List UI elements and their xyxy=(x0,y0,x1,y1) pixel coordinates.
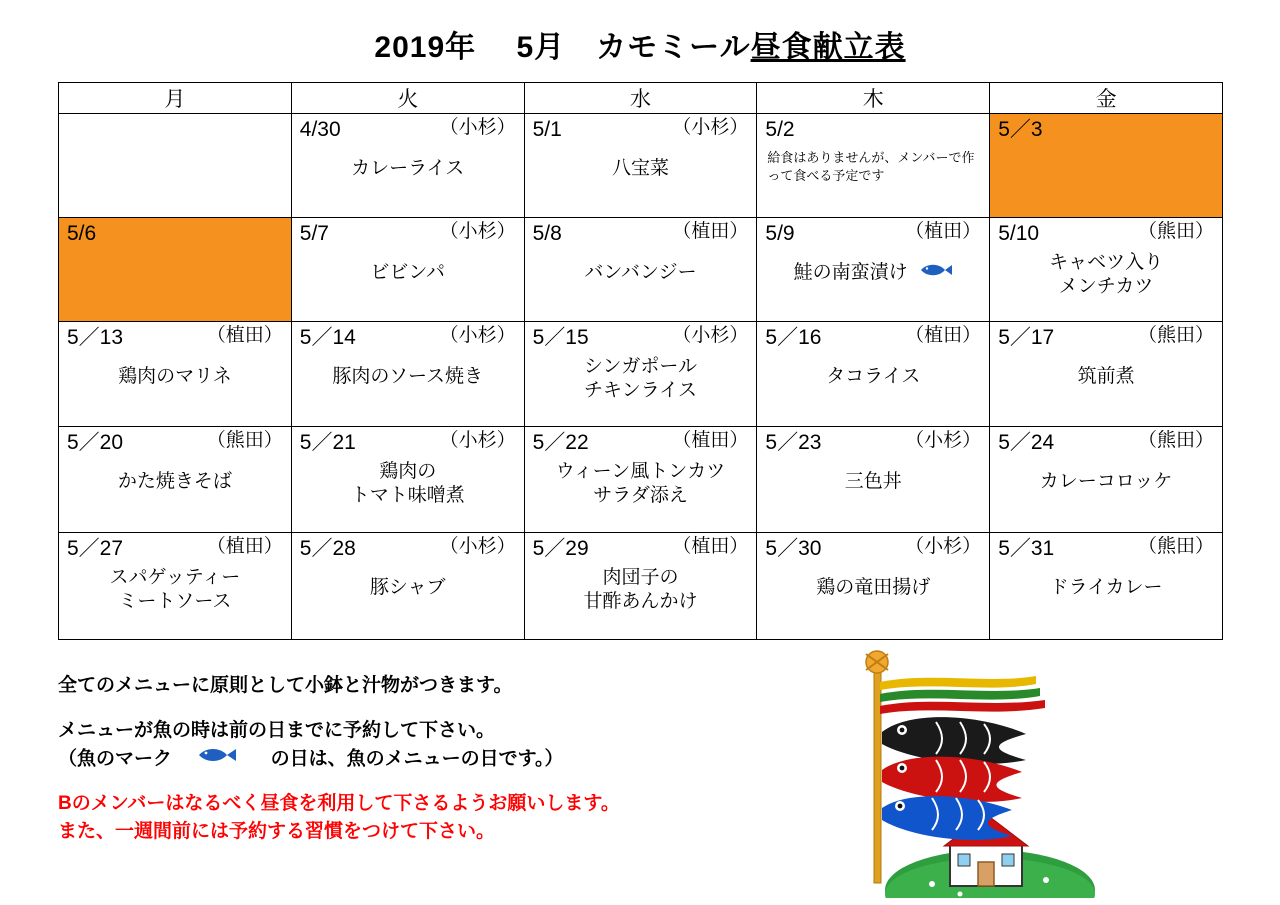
day-header xyxy=(757,322,989,349)
day-menu-line: キャベツ入り xyxy=(1049,252,1164,274)
note-line-side-dishes: 全てのメニューに原則として小鉢と汁物がつきます。 xyxy=(58,675,513,696)
column-header-wed: 水 xyxy=(524,83,757,114)
day-date: 5/9 xyxy=(765,222,795,245)
day-date: 5／17 xyxy=(998,326,1055,349)
day-cell xyxy=(524,427,757,533)
day-date: 5/2 xyxy=(765,118,795,141)
day-header xyxy=(59,218,291,245)
day-menu-line: スパゲッティー xyxy=(109,567,241,589)
day-header xyxy=(757,427,989,454)
table-row xyxy=(59,218,1223,322)
day-date: 5／14 xyxy=(299,326,356,349)
day-menu-line: シンガポール xyxy=(583,356,698,378)
day-date: 5／20 xyxy=(67,431,124,454)
day-header xyxy=(525,427,757,454)
day-cook: （植田） xyxy=(672,536,749,557)
note-line-b-members: Bのメンバーはなるべく昼食を利用して下さるようお願いします。 xyxy=(58,792,620,814)
day-cook: （小杉） xyxy=(439,325,516,346)
fish-icon xyxy=(197,745,237,774)
day-cell xyxy=(990,322,1223,427)
day-cell xyxy=(291,322,524,427)
day-cook: （小杉） xyxy=(672,117,749,138)
day-menu-line: 肉団子の xyxy=(602,567,679,589)
table-row xyxy=(59,427,1223,533)
day-date: 5/7 xyxy=(299,222,329,245)
day-menu-line: カレーライス xyxy=(351,158,465,180)
day-header xyxy=(990,533,1222,560)
day-cell xyxy=(757,114,990,218)
day-menu-line: 三色丼 xyxy=(844,471,902,493)
day-cell xyxy=(524,218,757,322)
day-header xyxy=(525,322,757,349)
column-header-fri: 金 xyxy=(990,83,1223,114)
day-menu-line: ビビンパ xyxy=(370,262,446,284)
day-cook: （熊田） xyxy=(1137,536,1214,557)
table-row xyxy=(59,533,1223,640)
day-header xyxy=(59,322,291,349)
day-note: 給食はありませんが、メンバーで作って食べる予定です xyxy=(767,150,975,183)
koinobori-illustration xyxy=(840,648,1100,898)
day-header xyxy=(990,322,1222,349)
day-cell xyxy=(757,218,990,322)
day-cell-empty xyxy=(59,114,292,218)
day-menu-line: 甘酢あんかけ xyxy=(583,590,698,612)
day-cell xyxy=(59,427,292,533)
day-cell xyxy=(291,427,524,533)
day-header xyxy=(525,533,757,560)
day-date: 5／23 xyxy=(765,431,822,454)
spacer xyxy=(58,774,818,790)
day-date: 5／16 xyxy=(765,326,822,349)
day-header xyxy=(990,218,1222,245)
day-menu-line: ドライカレー xyxy=(1049,577,1163,599)
day-cook: （小杉） xyxy=(905,536,982,557)
day-cook: （植田） xyxy=(672,221,749,242)
day-date: 5／31 xyxy=(998,537,1055,560)
note-line-reserve-week: また、一週間前には予約する習慣をつけて下さい。 xyxy=(58,821,496,843)
day-cook: （小杉） xyxy=(905,430,982,451)
day-cell-holiday xyxy=(59,218,292,322)
day-date: 5／21 xyxy=(299,431,356,454)
table-row xyxy=(59,114,1223,218)
day-date: 5/6 xyxy=(67,222,97,245)
day-cell xyxy=(524,114,757,218)
day-date: 5/10 xyxy=(998,222,1040,245)
day-cell xyxy=(990,533,1223,640)
day-menu-line: バンバンジー xyxy=(584,262,697,284)
day-cell xyxy=(291,218,524,322)
day-header xyxy=(525,114,757,141)
page-title-main: 2019年 5月 カモミール xyxy=(374,31,751,64)
day-menu-line: 鶏肉のマリネ xyxy=(118,366,232,388)
day-date: 5／30 xyxy=(765,537,822,560)
day-date: 5／24 xyxy=(998,431,1055,454)
day-menu-line: ウィーン風トンカツ xyxy=(555,461,726,483)
day-header xyxy=(525,218,757,245)
day-cell xyxy=(291,114,524,218)
day-header xyxy=(59,427,291,454)
column-header-mon: 月 xyxy=(59,83,292,114)
day-date: 5/1 xyxy=(532,118,562,141)
day-menu-line: 筑前煮 xyxy=(1077,366,1135,388)
day-cook: （植田） xyxy=(206,536,283,557)
day-date: 5/8 xyxy=(532,222,562,245)
day-date: 5／3 xyxy=(998,118,1043,141)
column-header-tue: 火 xyxy=(291,83,524,114)
day-date: 5／29 xyxy=(532,537,589,560)
day-menu-line: ミートソース xyxy=(118,590,232,612)
column-header-thu: 木 xyxy=(757,83,990,114)
day-menu-line: 八宝菜 xyxy=(611,158,669,180)
day-menu-line: サラダ添え xyxy=(593,484,688,506)
note-line-fish-mark xyxy=(58,745,818,774)
day-header xyxy=(292,427,524,454)
day-cook: （小杉） xyxy=(672,325,749,346)
day-header xyxy=(292,114,524,141)
day-cell xyxy=(757,322,990,427)
day-cell xyxy=(524,322,757,427)
day-cook: （植田） xyxy=(672,430,749,451)
day-cook: （植田） xyxy=(905,325,982,346)
day-menu-line: カレーコロッケ xyxy=(1039,471,1173,493)
day-cook: （植田） xyxy=(206,325,283,346)
day-header xyxy=(757,533,989,560)
day-menu-line: 鶏の竜田揚げ xyxy=(816,577,931,599)
day-cell xyxy=(990,427,1223,533)
day-date: 5／22 xyxy=(532,431,589,454)
day-header xyxy=(757,114,989,141)
day-cell xyxy=(757,427,990,533)
day-cook: （熊田） xyxy=(1137,221,1214,242)
day-menu-line: トマト味噌煮 xyxy=(350,484,465,506)
day-date: 5／28 xyxy=(299,537,356,560)
fish-icon xyxy=(919,261,953,285)
day-header xyxy=(990,114,1222,141)
day-date: 4/30 xyxy=(299,118,341,141)
day-date: 5／13 xyxy=(67,326,124,349)
day-header xyxy=(757,218,989,245)
day-menu-line xyxy=(757,261,989,285)
day-menu-text: 鮭の南蛮漬け xyxy=(793,262,908,284)
day-cell xyxy=(59,322,292,427)
day-header xyxy=(990,427,1222,454)
day-menu-line: チキンライス xyxy=(583,379,698,401)
day-menu-line: 豚シャブ xyxy=(369,577,446,599)
note-line-fish-reservation: メニューが魚の時は前の日までに予約して下さい。 xyxy=(58,719,496,741)
spacer xyxy=(58,701,818,717)
day-cook: （植田） xyxy=(905,221,982,242)
day-cook: （小杉） xyxy=(439,221,516,242)
day-cell xyxy=(524,533,757,640)
day-cook: （小杉） xyxy=(439,117,516,138)
day-header xyxy=(292,218,524,245)
day-cell xyxy=(990,218,1223,322)
day-cook: （熊田） xyxy=(1137,430,1214,451)
day-header xyxy=(292,533,524,560)
note-fish-mark-suffix: の日は、魚のメニューの日です。） xyxy=(270,748,564,770)
day-header xyxy=(292,322,524,349)
day-date: 5／27 xyxy=(67,537,124,560)
day-header xyxy=(59,533,291,560)
day-cook: （熊田） xyxy=(1137,325,1214,346)
day-date: 5／15 xyxy=(532,326,589,349)
menu-calendar-table xyxy=(58,82,1223,640)
note-fish-mark-prefix: （魚のマーク xyxy=(58,748,173,770)
page-title xyxy=(0,22,1280,66)
table-header-row xyxy=(59,83,1223,114)
day-menu-line: 豚肉のソース焼き xyxy=(332,366,484,388)
day-cook: （熊田） xyxy=(206,430,283,451)
day-cell xyxy=(59,533,292,640)
day-cook: （小杉） xyxy=(439,536,516,557)
footer-notes xyxy=(58,672,818,847)
day-menu-line: メンチカツ xyxy=(1058,275,1154,297)
day-cell xyxy=(291,533,524,640)
day-menu-line: タコライス xyxy=(826,366,921,388)
day-cell-holiday xyxy=(990,114,1223,218)
table-row xyxy=(59,322,1223,427)
day-cook: （小杉） xyxy=(439,430,516,451)
day-menu-line: 鶏肉の xyxy=(379,461,437,483)
page-title-underlined: 昼食献立表 xyxy=(750,31,906,64)
day-cell xyxy=(757,533,990,640)
day-menu-line: かた焼きそば xyxy=(117,471,232,493)
